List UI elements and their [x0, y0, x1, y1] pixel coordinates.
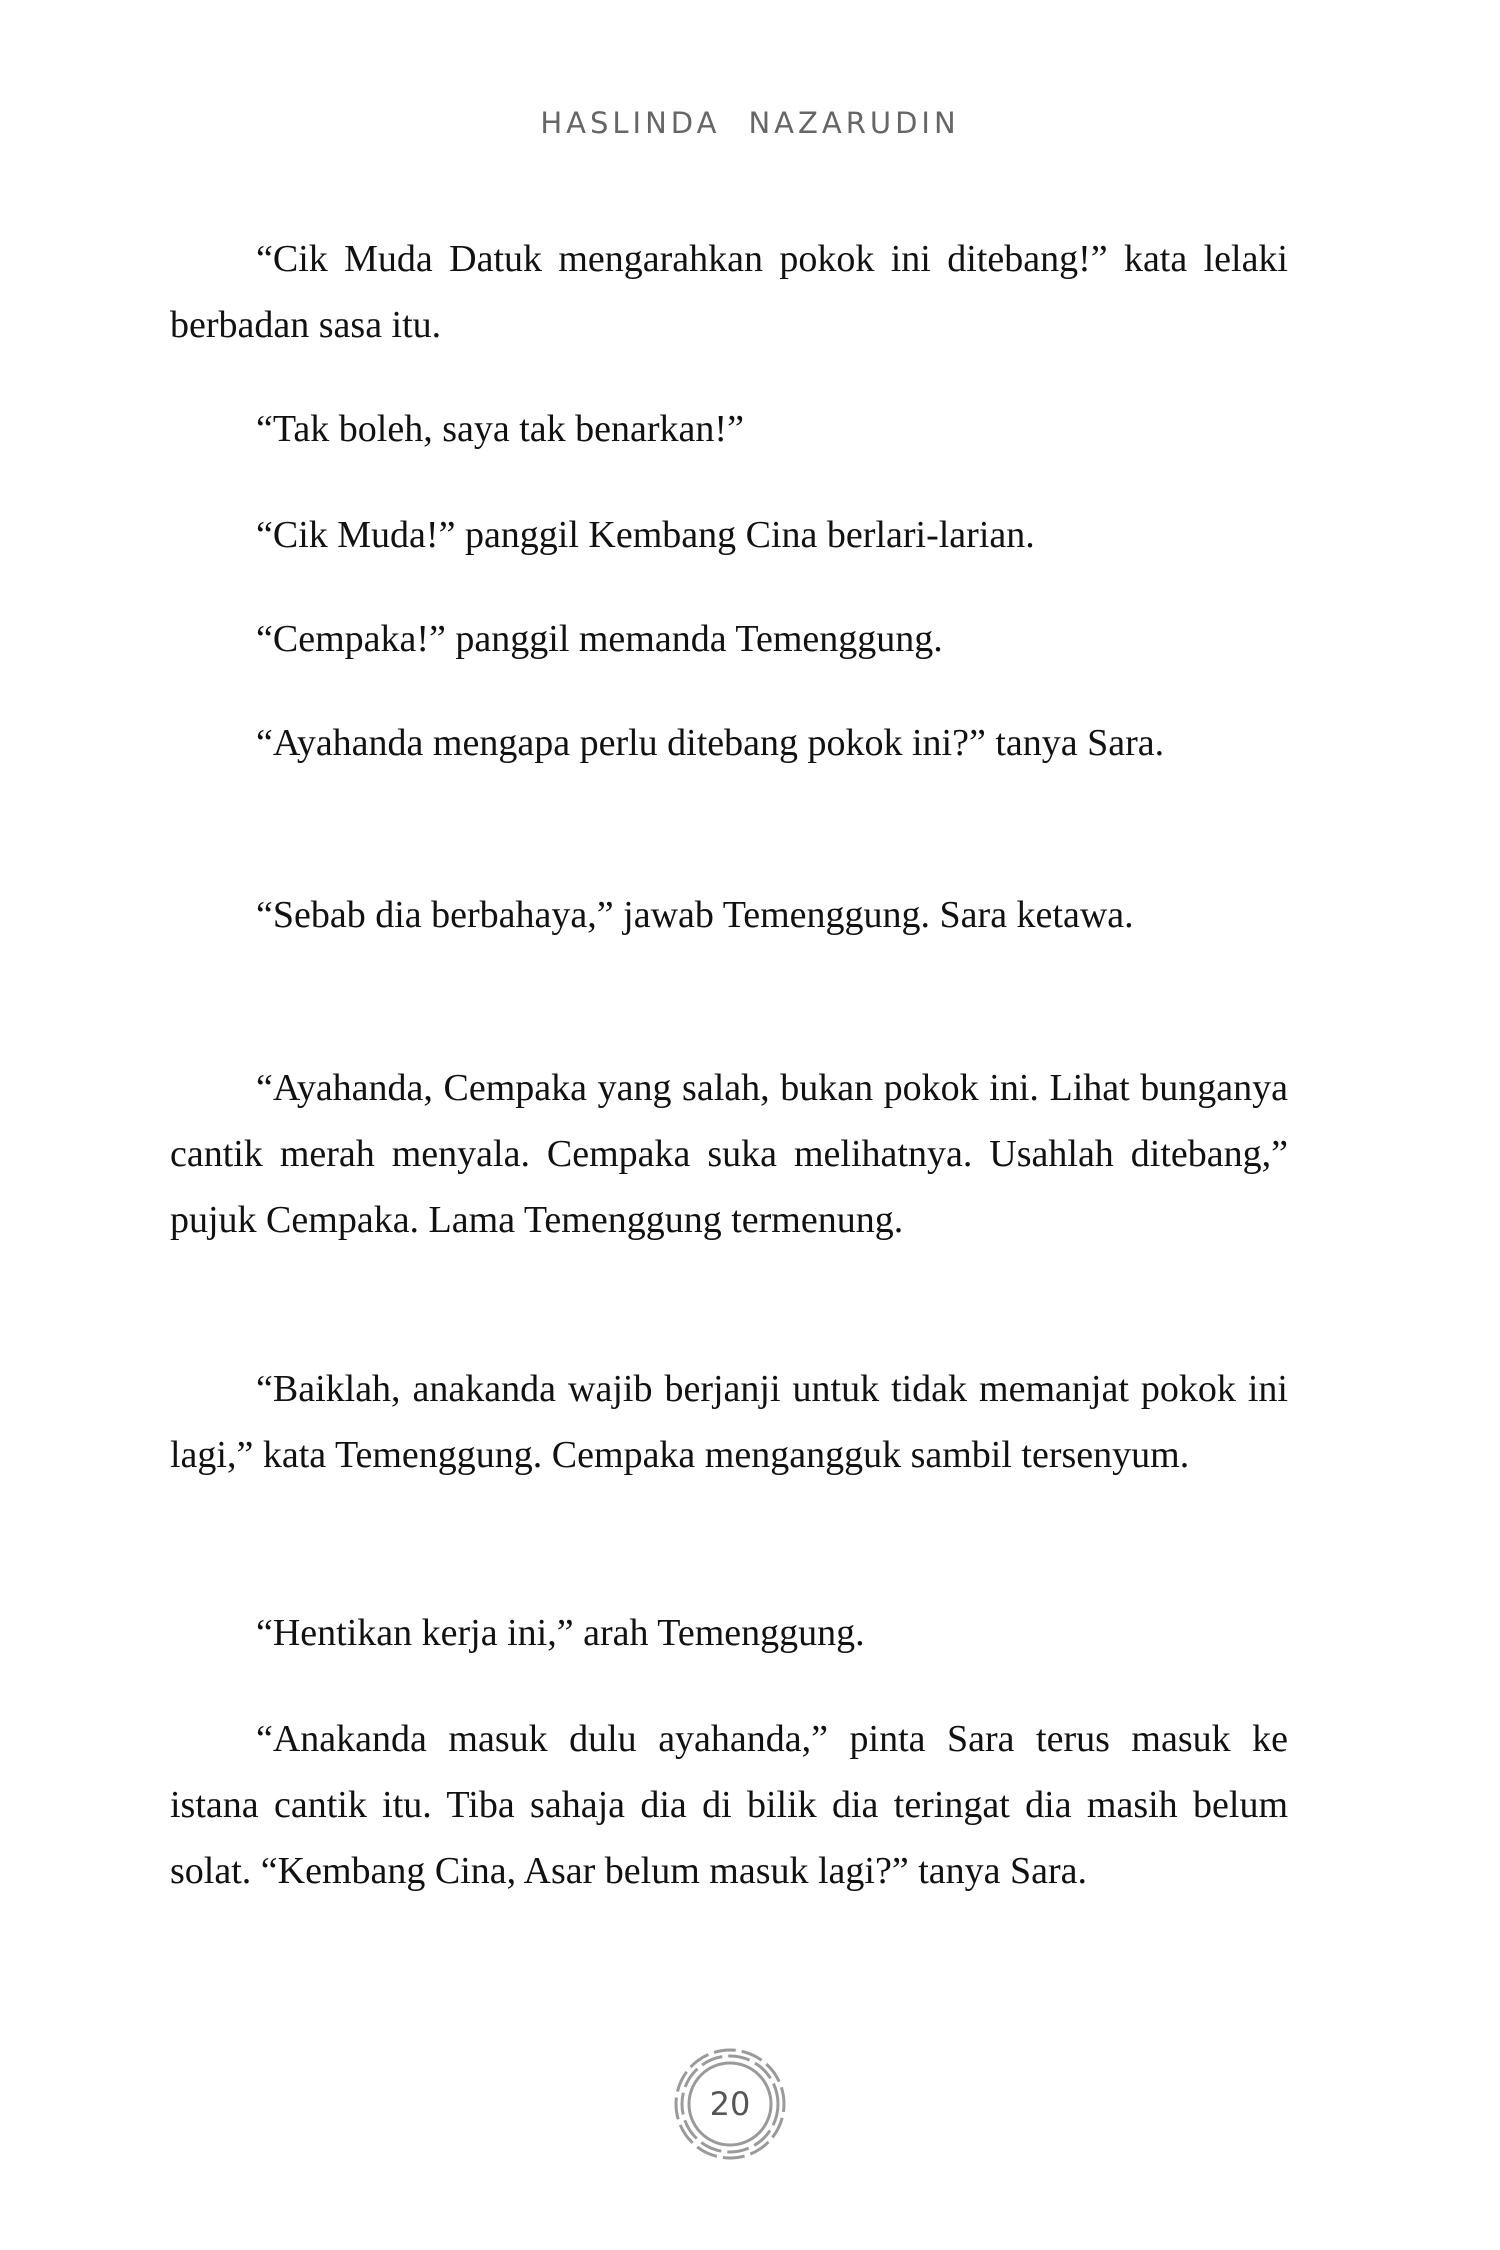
author-last-name: NAZARUDIN: [748, 106, 960, 140]
paragraph-3: “Cik Muda!” panggil Kembang Cina berlari-larian.: [256, 514, 1035, 556]
paragraph-7: “Ayahanda, Cempaka yang salah, bukan pokok ini. Lihat bunganya cantik merah menyala. Cempaka suka melihatnya. Usahlah ditebang,” pujuk Cempaka. Lama Temenggung termenung.: [170, 1067, 1288, 1241]
running-header: [0, 106, 1500, 140]
author-first-name: HASLINDA: [540, 106, 721, 140]
paragraph-1: “Cik Muda Datuk mengarahkan pokok ini ditebang!” kata lelaki berbadan sasa itu.: [170, 238, 1288, 346]
paragraph-2: “Tak boleh, saya tak benarkan!”: [256, 408, 744, 450]
paragraph-10: “Anakanda masuk dulu ayahanda,” pinta Sara terus masuk ke istana cantik itu. Tiba sahaja dia di bilik dia teringat dia masih belum solat. “Kembang Cina, Asar belum masuk lagi?” tanya Sara.: [170, 1718, 1288, 1892]
paragraph-9: “Hentikan kerja ini,” arah Temenggung.: [256, 1612, 865, 1654]
paragraph-8: “Baiklah, anakanda wajib berjanji untuk tidak memanjat pokok ini lagi,” kata Temenggung. Cempaka mengangguk sambil tersenyum.: [170, 1368, 1288, 1476]
paragraph-5: “Ayahanda mengapa perlu ditebang pokok ini?” tanya Sara.: [256, 722, 1165, 764]
paragraph-4: “Cempaka!” panggil memanda Temenggung.: [256, 618, 943, 660]
page-number: 20: [709, 2085, 751, 2123]
paragraph-6: “Sebab dia berbahaya,” jawab Temenggung. Sara ketawa.: [256, 894, 1134, 936]
page-number-badge: [672, 2046, 788, 2162]
